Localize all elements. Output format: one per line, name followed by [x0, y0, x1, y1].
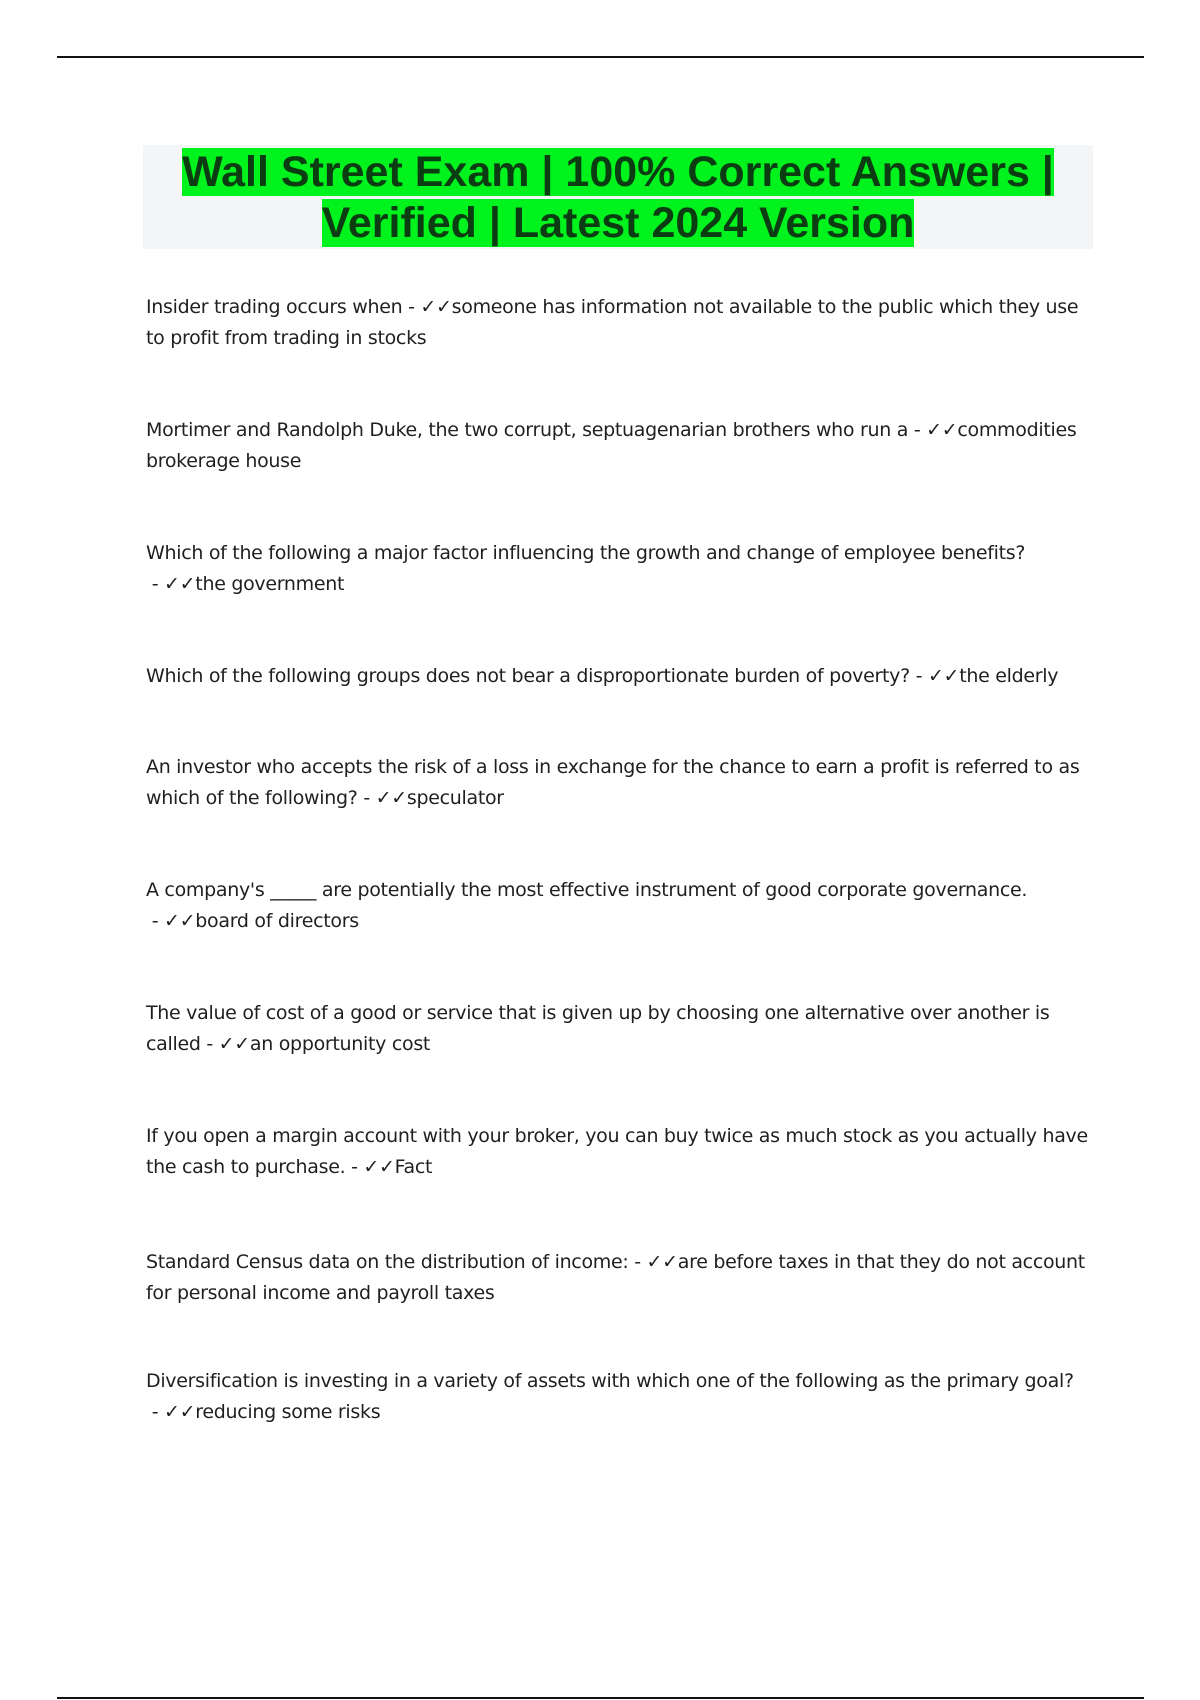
separator: - [357, 787, 376, 809]
separator: - [146, 910, 165, 932]
question-text: Which of the following groups does not bear a disproportionate burden of poverty? [146, 665, 910, 687]
qa-item [146, 1121, 1096, 1183]
separator: - [628, 1251, 647, 1273]
title-line-2: Verified | Latest 2024 Version [321, 199, 915, 247]
question-text: The value of cost of a good or service that is given up by choosing one alternative over another is called [146, 1002, 1050, 1055]
question-text: An investor who accepts the risk of a loss in exchange for the chance to earn a profit is referred to as which of the following? [146, 756, 1080, 809]
qa-item [146, 875, 1096, 937]
answer-text: board of directors [195, 910, 359, 932]
document-title [143, 145, 1093, 249]
qa-item [146, 415, 1096, 477]
answer-text: the government [195, 573, 345, 595]
qa-item [146, 1366, 1096, 1428]
title-line-1: Wall Street Exam | 100% Correct Answers | [182, 148, 1054, 196]
question-text: If you open a margin account with your broker, you can buy twice as much stock as you actually have the cash to purchase. [146, 1125, 1088, 1178]
question-text: Which of the following a major factor influencing the growth and change of employee benefits? [146, 542, 1026, 564]
checkmark-icon: ✓✓ [420, 296, 452, 318]
answer-text: are before taxes in that they do not account for personal income and payroll taxes [146, 1251, 1085, 1304]
question-text: Standard Census data on the distribution of income: [146, 1251, 629, 1273]
question-text: Insider trading occurs when [146, 296, 403, 318]
answer-text: commodities brokerage house [146, 419, 1077, 472]
separator: - [146, 1401, 165, 1423]
checkmark-icon: ✓✓ [646, 1251, 678, 1273]
question-text: Diversification is investing in a variety of assets with which one of the following as the primary goal? [146, 1370, 1074, 1392]
separator: - [146, 573, 165, 595]
answer-text: the elderly [959, 665, 1059, 687]
top-rule [57, 56, 1144, 58]
checkmark-icon: ✓✓ [363, 1156, 395, 1178]
separator: - [200, 1033, 219, 1055]
answer-text: speculator [406, 787, 504, 809]
checkmark-icon: ✓✓ [926, 419, 958, 441]
qa-item [146, 1247, 1096, 1309]
question-text: A company's _____ are potentially the most effective instrument of good corporate governance. [146, 879, 1028, 901]
qa-item [146, 292, 1096, 354]
qa-item [146, 752, 1096, 814]
checkmark-icon: ✓✓ [375, 787, 407, 809]
checkmark-icon: ✓✓ [164, 1401, 196, 1423]
separator: - [345, 1156, 364, 1178]
bottom-rule [57, 1697, 1144, 1699]
answer-text: an opportunity cost [249, 1033, 431, 1055]
checkmark-icon: ✓✓ [164, 573, 196, 595]
checkmark-icon: ✓✓ [218, 1033, 250, 1055]
answer-text: someone has information not available to the public which they use to profit from trading in stocks [146, 296, 1079, 349]
answer-text: reducing some risks [195, 1401, 381, 1423]
checkmark-icon: ✓✓ [927, 665, 960, 687]
qa-item [146, 661, 1096, 692]
question-text: Mortimer and Randolph Duke, the two corrupt, septuagenarian brothers who run a [146, 419, 909, 441]
separator: - [908, 419, 927, 441]
separator: - [402, 296, 421, 318]
answer-text: Fact [394, 1156, 433, 1178]
qa-item [146, 998, 1096, 1060]
title-banner [143, 145, 1093, 249]
separator: - [909, 665, 928, 687]
qa-item [146, 538, 1096, 600]
checkmark-icon: ✓✓ [164, 910, 196, 932]
